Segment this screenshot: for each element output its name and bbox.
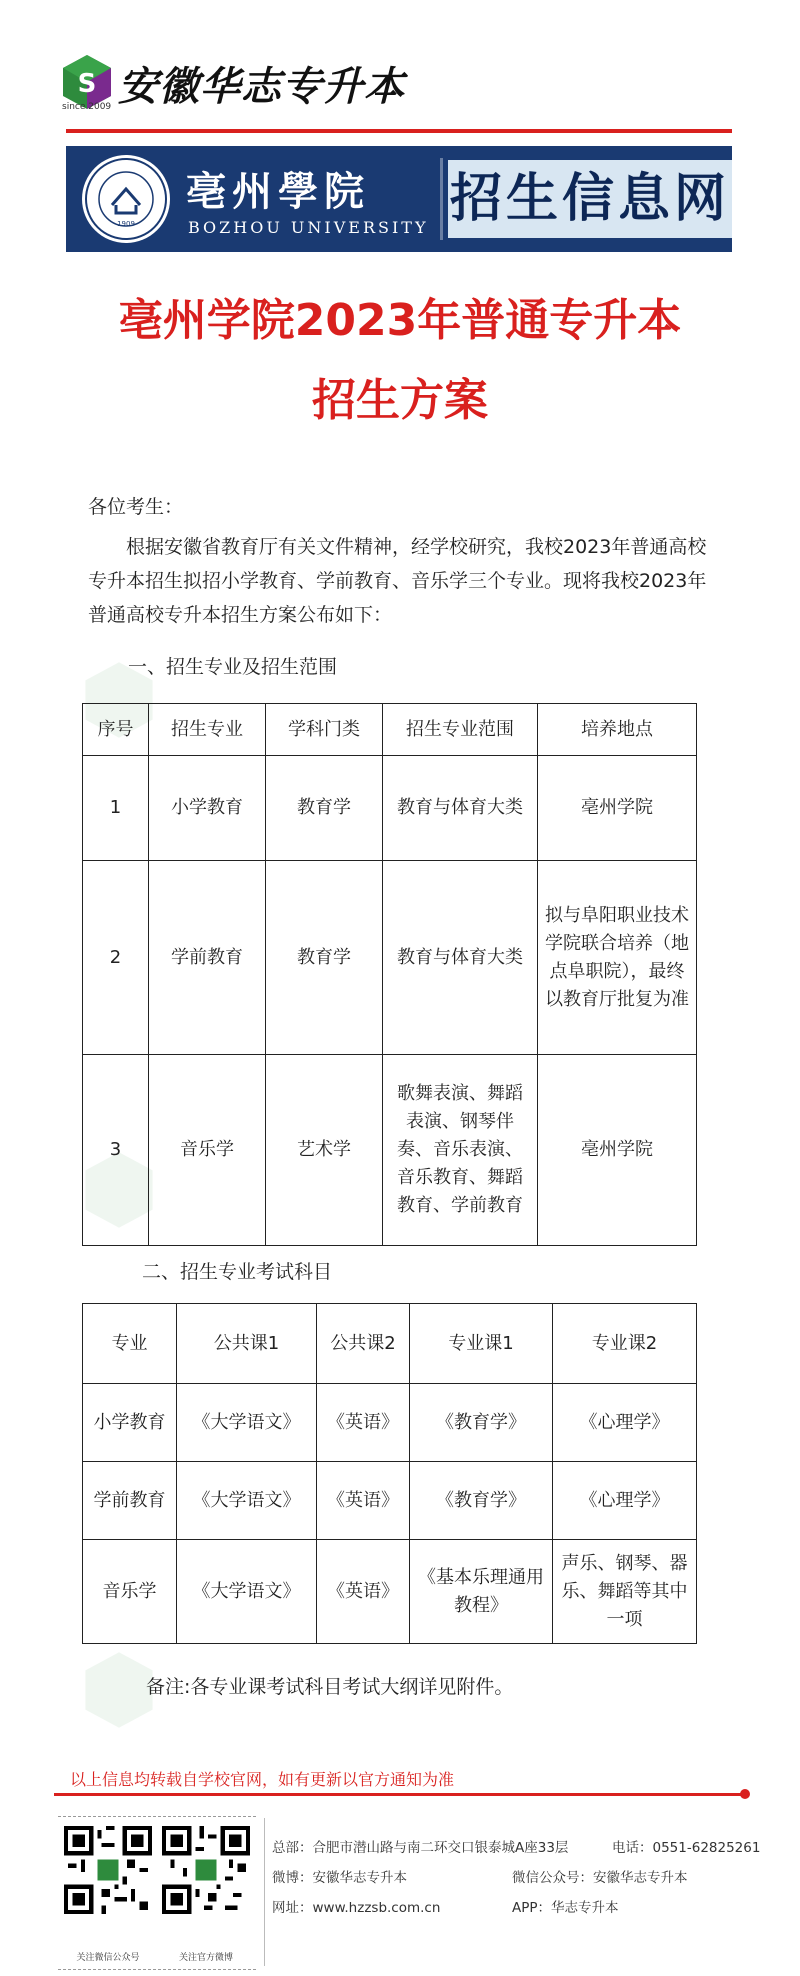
page-title-line2: 招生方案 xyxy=(312,375,488,426)
watermark-logo-3 xyxy=(84,1650,154,1730)
table-cell: 小学教育 xyxy=(149,756,266,861)
table-row xyxy=(83,756,697,861)
table-cell: 亳州学院 xyxy=(538,756,697,861)
table-cell: 《基本乐理通用教程》 xyxy=(410,1540,553,1644)
table-cell: 学前教育 xyxy=(149,861,266,1055)
greeting: 各位考生： xyxy=(88,496,184,518)
table-row xyxy=(83,1384,697,1462)
banner-site-title: 招生信息网 xyxy=(448,160,732,238)
table-cell: 学前教育 xyxy=(83,1462,177,1540)
footer-website[interactable]: 网址：www.hzzsb.com.cn xyxy=(272,1900,441,1916)
footer-separator xyxy=(264,1818,265,1966)
banner-separator xyxy=(440,158,443,240)
school-banner xyxy=(66,146,732,252)
table-cell: 《大学语文》 xyxy=(177,1540,317,1644)
footer-phone: 电话：0551-62825261 xyxy=(612,1840,761,1856)
table-row xyxy=(83,1055,697,1246)
table-header-cell: 专业课2 xyxy=(553,1304,697,1384)
table-cell: 小学教育 xyxy=(83,1384,177,1462)
table-cell: 《英语》 xyxy=(317,1384,410,1462)
table-header-cell: 招生专业范围 xyxy=(383,704,538,756)
table-header-cell: 专业 xyxy=(83,1304,177,1384)
emblem-year: 1909 xyxy=(117,220,135,228)
table-cell: 《心理学》 xyxy=(553,1384,697,1462)
table-header-cell: 培养地点 xyxy=(538,704,697,756)
enrollment-table xyxy=(82,703,697,1246)
table-cell: 教育与体育大类 xyxy=(383,756,538,861)
table-cell: 《大学语文》 xyxy=(177,1384,317,1462)
table-header-row xyxy=(83,704,697,756)
table-header-cell: 专业课1 xyxy=(410,1304,553,1384)
table-header-row xyxy=(83,1304,697,1384)
banner-school-name: 亳州學院 xyxy=(186,168,370,215)
table-cell: 《大学语文》 xyxy=(177,1462,317,1540)
table-cell: 音乐学 xyxy=(149,1055,266,1246)
weibo-qr-code-icon[interactable] xyxy=(162,1826,250,1914)
table-cell: 声乐、钢琴、器乐、舞蹈等其中一项 xyxy=(553,1540,697,1644)
note: 备注:各专业课考试科目考试大纲详见附件。 xyxy=(146,1676,514,1698)
header-divider xyxy=(66,129,732,133)
section-heading-1: 一、招生专业及招生范围 xyxy=(128,656,338,678)
page-title-line1: 亳州学院2023年普通专升本 xyxy=(118,295,682,346)
section-heading-2: 二、招生专业考试科目 xyxy=(142,1261,333,1283)
table-cell: 拟与阜阳职业技术学院联合培养（地点阜职院），最终以教育厅批复为准 xyxy=(538,861,697,1055)
table-header-cell: 学科门类 xyxy=(266,704,383,756)
wechat-qr-code-icon[interactable] xyxy=(64,1826,152,1914)
footer-notice: 以上信息均转载自学校官网，如有更新以官方通知为准 xyxy=(70,1770,455,1789)
table-cell: 《心理学》 xyxy=(553,1462,697,1540)
table-header-cell: 序号 xyxy=(83,704,149,756)
table-header-cell: 招生专业 xyxy=(149,704,266,756)
intro-paragraph: 根据安徽省教育厅有关文件精神，经学校研究，我校2023年普通高校专升本招生拟招小学教育、学前教育、音乐学三个专业。现将我校2023年普通高校专升本招生方案公布如下： xyxy=(88,536,707,626)
footer-address: 总部：合肥市潜山路与南二环交口银泰城A座33层 xyxy=(272,1840,569,1856)
table-row xyxy=(83,861,697,1055)
table-header-cell: 公共课2 xyxy=(317,1304,410,1384)
brand-name: 安徽华志专升本 xyxy=(118,63,405,110)
banner-school-name-en: BOZHOU UNIVERSITY xyxy=(188,218,429,237)
exam-subjects-table xyxy=(82,1303,697,1644)
table-cell: 亳州学院 xyxy=(538,1055,697,1246)
footer-divider xyxy=(54,1793,746,1796)
table-cell: 《教育学》 xyxy=(410,1462,553,1540)
table-cell: 艺术学 xyxy=(266,1055,383,1246)
svg-text:S: S xyxy=(77,69,97,99)
table-cell: 音乐学 xyxy=(83,1540,177,1644)
footer-app: APP：华志专升本 xyxy=(512,1900,619,1916)
table-cell: 《教育学》 xyxy=(410,1384,553,1462)
table-cell: 《英语》 xyxy=(317,1540,410,1644)
footer-weibo: 微博：安徽华志专升本 xyxy=(272,1870,407,1886)
footer-divider-dot xyxy=(740,1789,750,1799)
table-cell: 歌舞表演、舞蹈表演、钢琴伴奏、音乐表演、音乐教育、舞蹈教育、学前教育 xyxy=(383,1055,538,1246)
brand-since: since 2009 xyxy=(62,102,112,112)
qr-caption-weibo: 关注官方微博 xyxy=(178,1953,233,1963)
qr-caption-wechat: 关注微信公众号 xyxy=(76,1953,140,1963)
table-row xyxy=(83,1462,697,1540)
table-cell: 教育与体育大类 xyxy=(383,861,538,1055)
table-header-cell: 公共课1 xyxy=(177,1304,317,1384)
school-emblem-icon xyxy=(80,153,172,245)
table-cell: 2 xyxy=(83,861,149,1055)
table-cell: 3 xyxy=(83,1055,149,1246)
table-cell: 教育学 xyxy=(266,756,383,861)
table-cell: 1 xyxy=(83,756,149,861)
table-row xyxy=(83,1540,697,1644)
footer-wechat: 微信公众号：安徽华志专升本 xyxy=(512,1870,688,1886)
table-cell: 教育学 xyxy=(266,861,383,1055)
table-cell: 《英语》 xyxy=(317,1462,410,1540)
